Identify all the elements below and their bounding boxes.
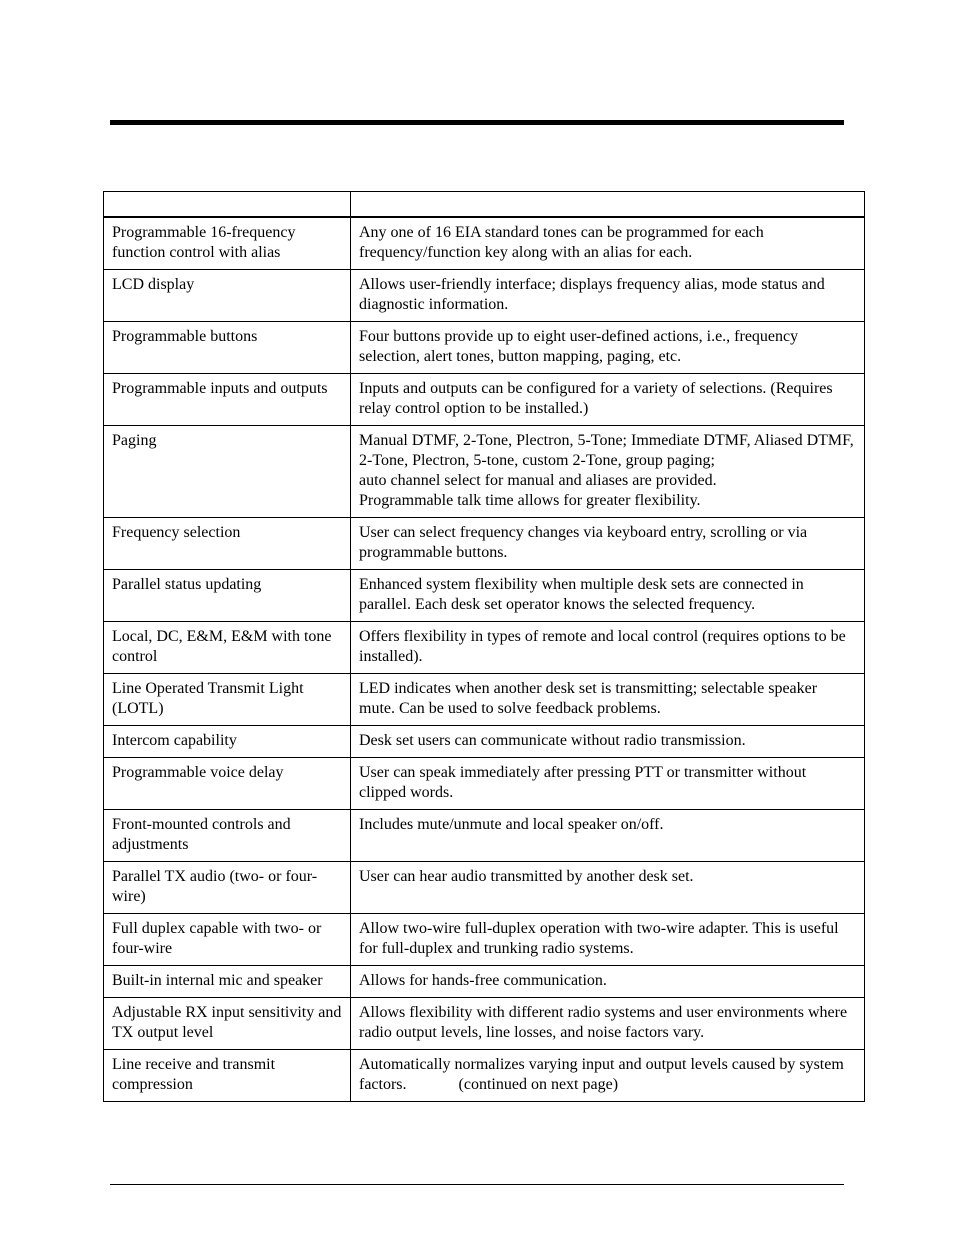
description-cell: User can speak immediately after pressing PTT or transmitter without clipped words. — [351, 758, 865, 810]
description-cell: Enhanced system flexibility when multiple desk sets are connected in parallel. Each desk set operator knows the selected frequency. — [351, 570, 865, 622]
feature-cell: Programmable 16-frequency function control with alias — [104, 217, 351, 270]
feature-cell: Line Operated Transmit Light (LOTL) — [104, 674, 351, 726]
table-header-row — [104, 192, 865, 218]
feature-cell: Local, DC, E&M, E&M with tone control — [104, 622, 351, 674]
feature-cell: Paging — [104, 426, 351, 518]
header-description — [351, 192, 865, 218]
feature-cell: Parallel TX audio (two- or four-wire) — [104, 862, 351, 914]
description-cell: Inputs and outputs can be configured for a variety of selections. (Requires relay control option to be installed.) — [351, 374, 865, 426]
table-row — [104, 998, 865, 1050]
description-cell: Desk set users can communicate without radio transmission. — [351, 726, 865, 758]
description-cell: Allows for hands-free communication. — [351, 966, 865, 998]
description-cell: Offers flexibility in types of remote and local control (requires options to be installed). — [351, 622, 865, 674]
table-row — [104, 270, 865, 322]
description-line: Manual DTMF, 2-Tone, Plectron, 5-Tone; Immediate DTMF, Aliased DTMF, 2-Tone, Plectron, 5-tone, custom 2-Tone, group paging; — [359, 432, 854, 469]
table-row — [104, 966, 865, 998]
feature-cell: Adjustable RX input sensitivity and TX output level — [104, 998, 351, 1050]
description-cell: User can select frequency changes via keyboard entry, scrolling or via programmable buttons. — [351, 518, 865, 570]
table-row — [104, 518, 865, 570]
feature-cell: Line receive and transmit compression — [104, 1050, 351, 1102]
table-row — [104, 217, 865, 270]
description-cell: Allow two-wire full-duplex operation with two-wire adapter. This is useful for full-duplex and trunking radio systems. — [351, 914, 865, 966]
table-row — [104, 726, 865, 758]
table-row — [104, 622, 865, 674]
description-cell — [351, 426, 865, 518]
feature-cell: Frequency selection — [104, 518, 351, 570]
table-row — [104, 810, 865, 862]
table-row — [104, 758, 865, 810]
table-row — [104, 862, 865, 914]
table-row — [104, 914, 865, 966]
features-table — [103, 191, 865, 1102]
top-rule — [110, 120, 844, 125]
table-row — [104, 1050, 865, 1102]
description-cell: Any one of 16 EIA standard tones can be programmed for each frequency/function key along with an alias for each. — [351, 217, 865, 270]
description-cell: User can hear audio transmitted by another desk set. — [351, 862, 865, 914]
table-row — [104, 374, 865, 426]
feature-cell: Intercom capability — [104, 726, 351, 758]
feature-cell: Programmable voice delay — [104, 758, 351, 810]
feature-cell: Programmable buttons — [104, 322, 351, 374]
description-cell: Allows user-friendly interface; displays frequency alias, mode status and diagnostic information. — [351, 270, 865, 322]
description-cell: Includes mute/unmute and local speaker on/off. — [351, 810, 865, 862]
description-cell — [351, 1050, 865, 1102]
table-row — [104, 322, 865, 374]
feature-cell: Built-in internal mic and speaker — [104, 966, 351, 998]
footer-rule — [110, 1184, 844, 1185]
description-line: auto channel select for manual and aliases are provided. — [359, 472, 717, 489]
feature-cell: Programmable inputs and outputs — [104, 374, 351, 426]
table-row — [104, 570, 865, 622]
table-row — [104, 426, 865, 518]
feature-cell: Full duplex capable with two- or four-wire — [104, 914, 351, 966]
description-line: Programmable talk time allows for greater flexibility. — [359, 492, 701, 509]
description-text: Automatically normalizes varying input and output levels caused by system factors. — [359, 1056, 844, 1093]
description-cell: Four buttons provide up to eight user-defined actions, i.e., frequency selection, alert tones, button mapping, paging, etc. — [351, 322, 865, 374]
description-cell: Allows flexibility with different radio systems and user environments where radio output levels, line losses, and noise factors vary. — [351, 998, 865, 1050]
header-feature — [104, 192, 351, 218]
feature-cell: Front-mounted controls and adjustments — [104, 810, 351, 862]
feature-cell: LCD display — [104, 270, 351, 322]
continued-note: (continued on next page) — [458, 1076, 619, 1093]
feature-cell: Parallel status updating — [104, 570, 351, 622]
table-row — [104, 674, 865, 726]
description-cell: LED indicates when another desk set is transmitting; selectable speaker mute. Can be used to solve feedback problems. — [351, 674, 865, 726]
